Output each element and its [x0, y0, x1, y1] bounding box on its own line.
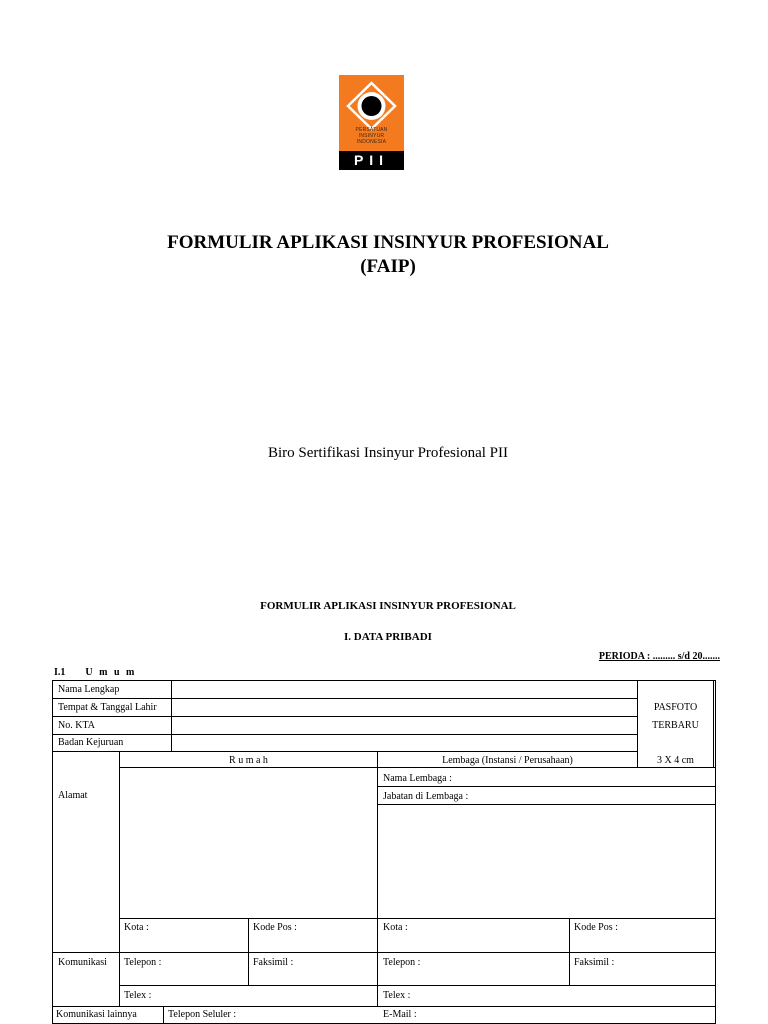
- grid-line: [637, 767, 715, 768]
- alamat-rumah-field[interactable]: [120, 768, 377, 918]
- grid-line: [52, 1006, 716, 1007]
- label-telex-lembaga: Telex :: [383, 990, 411, 1001]
- label-no-kta: No. KTA: [58, 720, 95, 731]
- badan-kejuruan-field[interactable]: [172, 735, 636, 751]
- page-title-line-2: (FAIP): [360, 256, 416, 277]
- photo-label-line-2: TERBARU: [652, 720, 699, 731]
- logo-text-line-2: INSINYUR: [358, 133, 385, 139]
- form-heading: FORMULIR APLIKASI INSINYUR PROFESIONAL: [260, 600, 516, 612]
- subsection-heading: [54, 667, 136, 678]
- grid-line: [248, 918, 249, 985]
- label-telepon-rumah: Telepon :: [124, 957, 162, 968]
- label-telepon-seluler: Telepon Seluler :: [168, 1009, 237, 1020]
- label-faksimil-lembaga: Faksimil :: [574, 957, 615, 968]
- label-email: E-Mail :: [383, 1009, 417, 1020]
- label-jabatan-lembaga: Jabatan di Lembaga :: [383, 791, 469, 802]
- subsection-label: U m u m: [85, 667, 137, 678]
- label-faksimil-rumah: Faksimil :: [253, 957, 294, 968]
- nama-lengkap-field[interactable]: [172, 681, 636, 698]
- grid-line: [52, 751, 637, 752]
- tempat-tanggal-lahir-field[interactable]: [172, 699, 636, 716]
- grid-line: [52, 952, 716, 953]
- photo-size: 3 X 4 cm: [657, 755, 694, 766]
- grid-line: [713, 680, 714, 768]
- label-nama-lengkap: Nama Lengkap: [58, 684, 120, 695]
- subsection-number: I.1: [54, 667, 66, 678]
- pii-emblem-icon: [346, 81, 397, 131]
- grid-line: [715, 680, 716, 1024]
- logo-text-line-1: PERSATUAN: [355, 127, 388, 133]
- alamat-lembaga-field[interactable]: [378, 805, 715, 918]
- label-telepon-lembaga: Telepon :: [383, 957, 421, 968]
- photo-label-line-1: PASFOTO: [653, 702, 698, 713]
- label-kode-pos-rumah: Kode Pos :: [253, 922, 297, 933]
- label-komunikasi-lainnya: Komunikasi lainnya: [56, 1009, 137, 1020]
- label-rumah: R u m a h: [229, 755, 268, 766]
- grid-line: [52, 680, 53, 1024]
- biro-text: Biro Sertifikasi Insinyur Profesional PII: [268, 445, 508, 461]
- label-komunikasi: Komunikasi: [58, 957, 107, 968]
- page-title-line-1: FORMULIR APLIKASI INSINYUR PROFESIONAL: [167, 232, 609, 253]
- label-kota-rumah: Kota :: [124, 922, 149, 933]
- logo-abbr: PII: [353, 152, 390, 168]
- grid-line: [163, 1006, 164, 1024]
- section-heading: I. DATA PRIBADI: [344, 631, 432, 643]
- label-alamat: Alamat: [58, 790, 88, 801]
- grid-line: [569, 918, 570, 985]
- grid-line: [119, 985, 715, 986]
- label-tempat-tanggal-lahir: Tempat & Tanggal Lahir: [58, 702, 157, 713]
- logo-text-line-3: INDONESIA: [356, 139, 387, 145]
- grid-line: [377, 786, 715, 787]
- pii-logo: [339, 75, 404, 170]
- label-kota-lembaga: Kota :: [383, 922, 408, 933]
- no-kta-field[interactable]: [172, 717, 636, 734]
- label-badan-kejuruan: Badan Kejuruan: [58, 737, 124, 748]
- label-kode-pos-lembaga: Kode Pos :: [574, 922, 618, 933]
- label-telex-rumah: Telex :: [124, 990, 152, 1001]
- label-lembaga: Lembaga (Instansi / Perusahaan): [442, 755, 573, 766]
- label-nama-lembaga: Nama Lembaga :: [383, 773, 452, 784]
- periode-text: PERIODA : ......... s/d 20.......: [598, 651, 720, 662]
- grid-line: [119, 918, 715, 919]
